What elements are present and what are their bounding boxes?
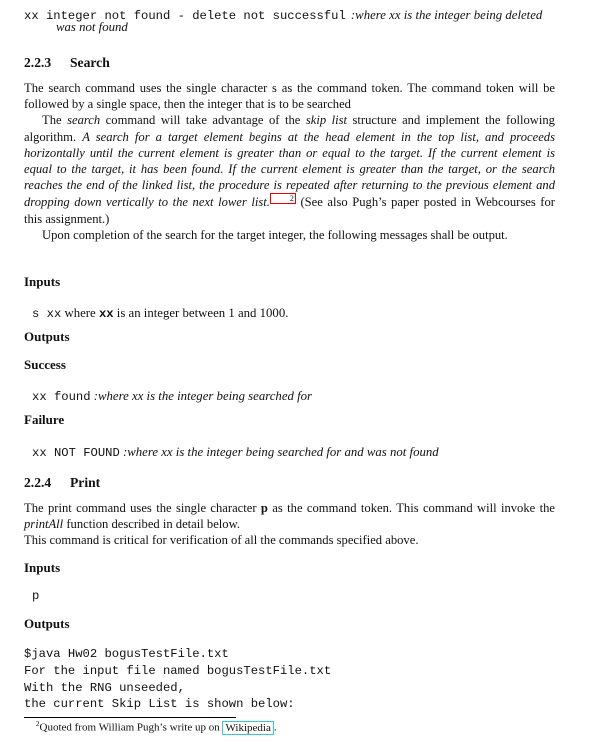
print-code-block — [24, 646, 555, 713]
code-line: $java Hw02 bogusTestFile.txt — [24, 647, 229, 661]
code-line: With the RNG unseeded, — [24, 680, 185, 695]
print-paragraph — [24, 500, 555, 549]
success-line — [32, 385, 555, 404]
search-para-2: The search command will take advantage of the skip list structure and implement the following algorithm. A search for a target element begins at the head element in the top list, and proceeds horizontally until the current element is greater than or equal to the target. If the current element is equal to the target, it has been found. If the current element is greater than the target, or the search reaches the end of the linked list, the procedure is repeated after returning to the previous element and dropping down vertically to the next lower list. 2 (See also Pugh’s paper posted in Webcourses for this assignment.) — [24, 113, 555, 226]
search-outputs-label: Outputs — [24, 329, 70, 344]
failure-where: :where xx is the integer being searched for and was not found — [119, 445, 439, 459]
delete-failure-where: :where xx is the integer being deleted — [350, 8, 543, 22]
success-where: :where xx is the integer being searched for — [90, 389, 313, 403]
print-para-2: This command is critical for verification of all the commands specified above. — [24, 533, 419, 548]
wikipedia-link[interactable]: Wikipedia — [222, 721, 273, 735]
print-inputs-label: Inputs — [24, 560, 61, 575]
print-input-code: p — [32, 589, 40, 603]
pugh-quote: A search for a target element begins at the head element in the top list, and proceeds horizontally until the current element is greater than or equal to the target. If the current element is equal to the target, it has been found. If the current element is greater than the target, or the search reaches the end of the linked list, the procedure is repeated after returning to the previous element and dropping down vertically to the next lower list. — [24, 129, 555, 210]
failure-label: Failure — [24, 412, 65, 427]
search-input-line: s xx where xx is an integer between 1 and 1000. — [32, 306, 289, 321]
delete-failure-cont: was not found — [56, 20, 128, 34]
footnote-text: Quoted from William Pugh’s write up on — [39, 721, 223, 734]
search-input-code: s xx — [32, 307, 62, 321]
search-para-3: Upon completion of the search for the target integer, the following messages shall be output. — [42, 228, 508, 243]
footnote-marker[interactable]: 2 — [270, 193, 296, 204]
success-label: Success — [24, 357, 66, 372]
footnote-number: 2 — [36, 720, 40, 728]
failure-code: xx NOT FOUND — [32, 446, 120, 460]
section-number: 2.2.4 — [24, 475, 52, 490]
print-para-1: The print command uses the single character p as the command token. This command will invoke the printAll function described in detail below. — [24, 501, 555, 532]
footnote: $^2$Quoted from William Pugh’s write up on Wikipedia . — [36, 720, 277, 734]
failure-line — [32, 441, 555, 460]
search-paragraph — [24, 80, 555, 243]
code-line: For the input file named bogusTestFile.txt — [24, 663, 332, 678]
section-heading-print — [24, 475, 555, 491]
section-number: 2.2.3 — [24, 55, 52, 70]
code-line: the current Skip List is shown below: — [24, 697, 295, 712]
section-title: Print — [70, 475, 101, 490]
footnote-rule — [24, 717, 236, 718]
success-code: xx found — [32, 390, 91, 404]
print-outputs-label: Outputs — [24, 616, 70, 631]
search-inputs-label: Inputs — [24, 274, 61, 289]
search-para-1: The search command uses the single character s as the command token. The command token will be followed by a single space, then the integer that is to be searched — [24, 81, 555, 112]
section-heading-search — [24, 55, 555, 71]
delete-failure-code: xx integer not found - delete not successful — [24, 9, 346, 23]
section-title: Search — [70, 55, 110, 70]
